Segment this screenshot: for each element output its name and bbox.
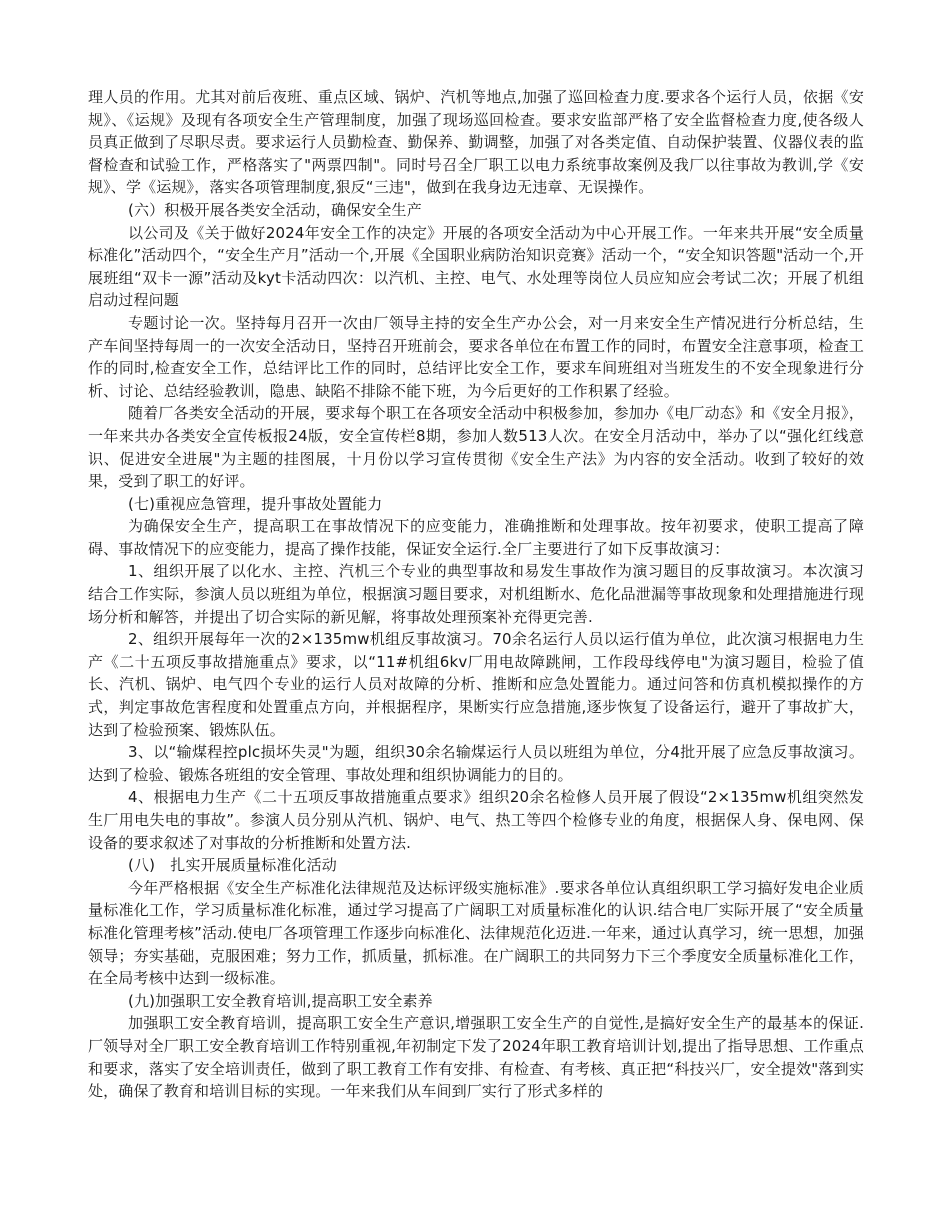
body-paragraph: 今年严格根据《安全生产标准化法律规范及达标评级实施标准》.要求各单位认真组织职工学习搞好发电企业质量标准化工作，学习质量标准化标准，通过学习提高了广阔职工对质量标准化的认识.结合电厂实际开展了“安全质量标准化管理考核”活动.使电厂各项管理工作逐步向标准化、法律规范化迈进.一年来，通过认真学习，统一思想，加强领导；夯实基础，克服困难；努力工作，抓质量，抓标准。在广阔职工的共同努力下三个季度安全质量标准化工作，在全局考核中达到一级标准。 <box>88 878 864 988</box>
section-heading: (七)重视应急管理，提升事故处置能力 <box>128 494 383 513</box>
section-heading: (六）积极开展各类安全活动，确保安全生产 <box>128 200 422 219</box>
section-heading: (九)加强职工安全教育培训,提高职工安全素养 <box>128 991 433 1010</box>
list-item: 4、根据电力生产《二十五项反事故措施重点要求》组织20余名检修人员开展了假设“2×135mw机组突然发生厂用电失电的事故”。参演人员分别从汽机、锅炉、电气、热工等四个检修专业的角度，根据保人身、保电网、保设备的要求叙述了对事故的分析推断和处置方法. <box>88 788 864 852</box>
body-paragraph: 理人员的作用。尤其对前后夜班、重点区域、锅炉、汽机等地点,加强了巡回检查力度.要求各个运行人员，依据《安规》、《运规》及现有各项安全生产管理制度，加强了现场巡回检查。要求安监部严格了安全监督检查力度,使各级人员真正做到了尽职尽责。要求运行人员勤检查、勤保养、勤调整，加强了对各类定值、自动保护装置、仪器仪表的监督检查和试验工作，严格落实了"两票四制"。同时号召全厂职工以电力系统事故案例及我厂以往事故为教训,学《安规》、学《运规》，落实各项管理制度,狠反“三违"，做到在我身边无违章、无误操作。 <box>88 88 864 197</box>
body-paragraph: 专题讨论一次。坚持每月召开一次由厂领导主持的安全生产办公会，对一月来安全生产情况进行分析总结，生产车间坚持每周一的一次安全活动日，坚持召开班前会，要求各单位在布置工作的同时，布置安全注意事项，检查工作的同时,检查安全工作，总结评比工作的同时，总结评比安全工作，要求车间班组对当班发生的不安全现象进行分析、讨论、总结经验教训，隐患、缺陷不排除不能下班，为今后更好的工作积累了经验。 <box>88 313 864 400</box>
body-paragraph: 随着厂各类安全活动的开展，要求每个职工在各项安全活动中积极参加，参加办《电厂动态》和《安全月报》，一年来共办各类安全宣传板报24版，安全宣传栏8期，参加人数513人次。在安全月活动中，举办了以“强化红线意识、促进安全进展"为主题的挂图展，十月份以学习宣传贯彻《安全生产法》为内容的安全活动。收到了较好的效果，受到了职工的好评。 <box>88 404 864 491</box>
list-item: 1、组织开展了以化水、主控、汽机三个专业的典型事故和易发生事故作为演习题目的反事故演习。本次演习结合工作实际，参演人员以班组为单位，根据演习题目要求，对机组断水、危化品泄漏等事故现象和处理措施进行现场分析和解答，并提出了切合实际的新见解，将事故处理预案补充得更完善. <box>88 562 864 626</box>
section-heading: (八) 扎实开展质量标准化活动 <box>128 856 337 875</box>
body-paragraph: 为确保安全生产，提高职工在事故情况下的应变能力，准确推断和处理事故。按年初要求，使职工提高了障碍、事故情况下的应变能力，提高了操作技能，保证安全运行.全厂主要进行了如下反事故演习： <box>88 517 864 558</box>
list-item: 2、组织开展每年一次的2×135mw机组反事故演习。70余名运行人员以运行值为单位，此次演习根据电力生产《二十五项反事故措施重点》要求，以“11#机组6kv厂用电故障跳闸，工作段母线停电"为演习题目，检验了值长、汽机、锅炉、电气四个专业的运行人员对故障的分析、推断和应急处置能力。通过问答和仿真机模拟操作的方式，判定事故危害程度和处置重点方向，并根据程序，果断实行应急措施,逐步恢复了设备运行，避开了事故扩大，达到了检验预案、锻炼队伍。 <box>88 630 864 739</box>
body-paragraph: 加强职工安全教育培训，提高职工安全生产意识,增强职工安全生产的自觉性,是搞好安全生产的最基本的保证.厂领导对全厂职工安全教育培训工作特别重视,年初制定下发了2024年职工教育培训计划,提出了指导思想、工作重点和要求，落实了安全培训责任，做到了职工教育工作有安排、有检查、有考核、真正把“科技兴厂，安全提效"落到实处，确保了教育和培训目标的实现。一年来我们从车间到厂实行了形式多样的 <box>88 1014 864 1101</box>
list-item: 3、以“输煤程控plc损坏失灵"为题，组织30余名输煤运行人员以班组为单位，分4批开展了应急反事故演习。达到了检验、锻炼各班组的安全管理、事故处理和组织协调能力的目的。 <box>88 743 864 784</box>
body-paragraph: 以公司及《关于做好2024年安全工作的决定》开展的各项安全活动为中心开展工作。一年来共开展“安全质量标准化”活动四个，“安全生产月”活动一个,开展《全国职业病防治知识竞赛》活动一个，“安全知识答题"活动一个,开展班组“双卡一源”活动及kyt卡活动四次：以汽机、主控、电气、水处理等岗位人员应知应会考试二次；开展了机组启动过程问题 <box>88 223 864 310</box>
